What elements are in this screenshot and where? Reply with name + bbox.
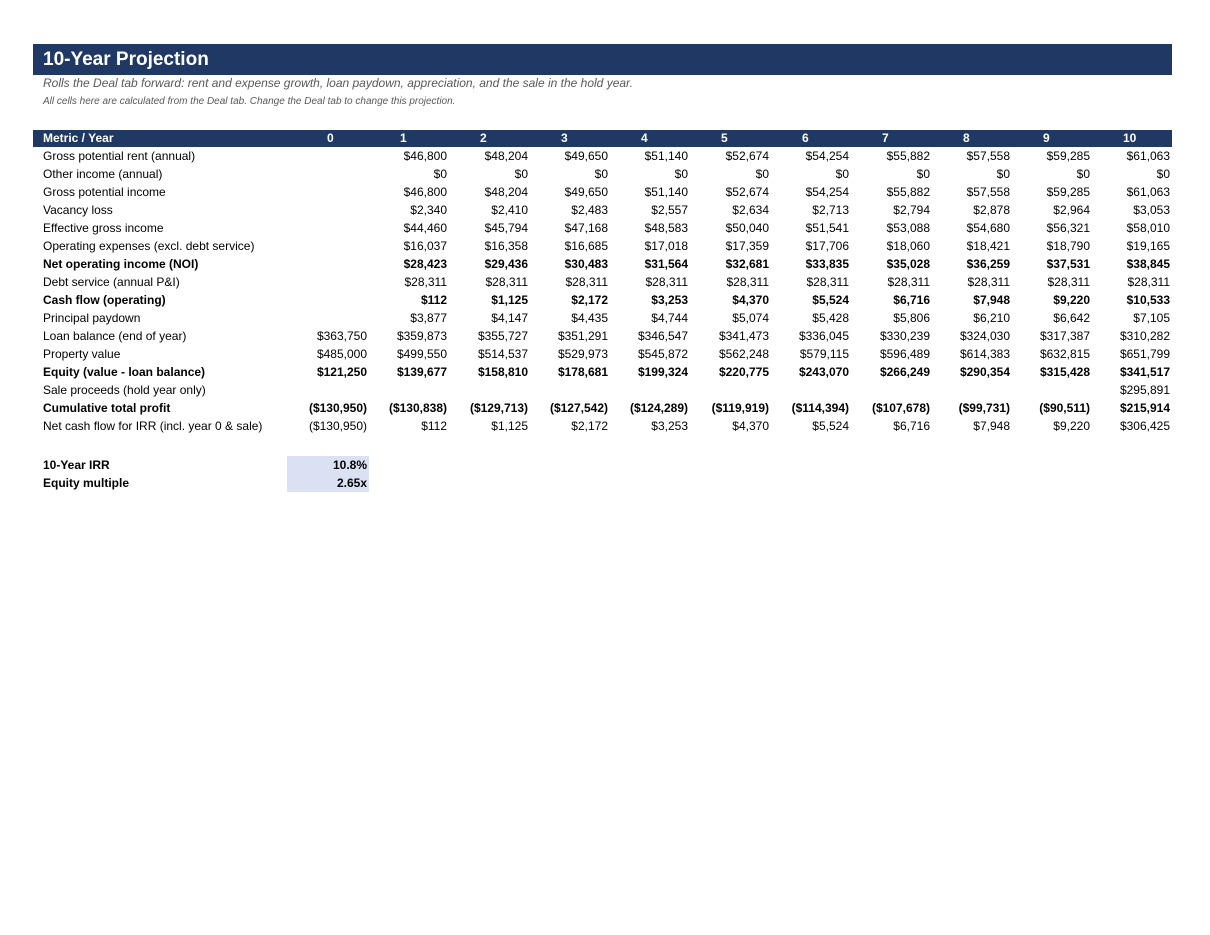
table-cell: $51,140	[644, 185, 688, 199]
table-cell: $0	[594, 167, 608, 181]
table-cell	[610, 381, 690, 399]
page-subtitle: Rolls the Deal tab forward: rent and expense growth, loan paydown, appreciation, and the sale in the hold year.	[43, 76, 633, 90]
table-cell: $3,253	[651, 293, 688, 307]
table-cell: $306,425	[1119, 419, 1170, 433]
table-cell: $121,250	[316, 365, 367, 379]
table-cell	[369, 381, 449, 399]
table-cell: ($130,838)	[388, 401, 447, 415]
row-label: Cash flow (operating)	[43, 293, 166, 307]
table-cell: $545,872	[637, 347, 688, 361]
table-cell: $158,810	[477, 365, 528, 379]
table-cell: $17,359	[725, 239, 769, 253]
summary-row	[33, 474, 369, 492]
table-header-row	[33, 130, 1172, 147]
table-cell: $17,018	[644, 239, 688, 253]
table-cell: $2,634	[732, 203, 769, 217]
table-cell: $310,282	[1119, 329, 1170, 343]
row-label: Gross potential rent (annual)	[43, 149, 196, 163]
table-cell: $2,713	[812, 203, 849, 217]
column-header-year: 8	[932, 130, 1012, 147]
table-cell: $28,311	[1127, 275, 1170, 289]
table-row	[33, 327, 1172, 345]
table-cell: $317,387	[1039, 329, 1090, 343]
table-cell: $46,800	[403, 185, 447, 199]
table-cell: $336,045	[798, 329, 849, 343]
table-cell: $2,172	[571, 293, 608, 307]
table-cell	[287, 273, 369, 291]
table-cell: ($114,394)	[791, 401, 849, 415]
table-cell: $7,948	[973, 293, 1010, 307]
row-label: Operating expenses (excl. debt service)	[43, 239, 255, 253]
table-cell	[287, 165, 369, 183]
row-label: Equity (value - loan balance)	[43, 365, 206, 379]
table-cell: $28,311	[645, 275, 688, 289]
table-cell: $0	[674, 167, 688, 181]
table-cell: $57,558	[966, 185, 1010, 199]
table-cell: $30,483	[564, 257, 608, 271]
page-note: All cells here are calculated from the Deal tab. Change the Deal tab to change this projection.	[43, 96, 456, 107]
table-cell: $52,674	[725, 185, 769, 199]
table-cell: $51,541	[805, 221, 849, 235]
table-cell: $529,973	[557, 347, 608, 361]
table-row	[33, 345, 1172, 363]
table-cell: $49,650	[564, 149, 608, 163]
table-cell: $2,878	[973, 203, 1010, 217]
table-cell: $2,483	[571, 203, 608, 217]
table-cell: ($127,542)	[549, 401, 608, 415]
table-cell: $315,428	[1039, 365, 1090, 379]
table-cell: $55,882	[886, 185, 930, 199]
table-cell: $49,650	[564, 185, 608, 199]
table-cell: $4,147	[491, 311, 528, 325]
table-row	[33, 237, 1172, 255]
table-cell: $48,583	[644, 221, 688, 235]
table-row	[33, 255, 1172, 273]
table-cell: $632,815	[1039, 347, 1090, 361]
table-cell: $28,311	[967, 275, 1010, 289]
table-cell	[449, 381, 530, 399]
table-cell: $0	[916, 167, 930, 181]
table-cell: $651,799	[1119, 347, 1170, 361]
table-cell: $6,210	[973, 311, 1010, 325]
column-header-metric: Metric / Year	[33, 130, 287, 147]
table-cell: $596,489	[879, 347, 930, 361]
table-cell: $0	[755, 167, 769, 181]
table-cell: $614,383	[959, 347, 1010, 361]
table-row	[33, 309, 1172, 327]
table-cell: $3,053	[1133, 203, 1170, 217]
table-cell: $61,063	[1126, 185, 1170, 199]
table-cell: $9,220	[1053, 293, 1090, 307]
table-cell: $499,550	[396, 347, 447, 361]
table-cell: $178,681	[557, 365, 608, 379]
table-cell	[690, 381, 771, 399]
summary-table	[33, 456, 369, 492]
table-cell: $514,537	[477, 347, 528, 361]
table-cell: $1,125	[491, 293, 528, 307]
table-cell	[287, 381, 369, 399]
table-row	[33, 183, 1172, 201]
table-cell	[851, 381, 932, 399]
table-cell: $45,794	[484, 221, 528, 235]
table-cell: $0	[835, 167, 849, 181]
table-cell	[287, 255, 369, 273]
row-label: Net operating income (NOI)	[43, 257, 199, 271]
table-cell: ($119,919)	[711, 401, 769, 415]
table-cell: $28,311	[726, 275, 769, 289]
row-label: Property value	[43, 347, 121, 361]
table-cell: $139,677	[396, 365, 447, 379]
table-cell: $59,285	[1046, 185, 1090, 199]
table-cell: $220,775	[718, 365, 769, 379]
table-cell: $341,517	[1119, 365, 1170, 379]
table-cell: $6,716	[893, 419, 930, 433]
row-label: Net cash flow for IRR (incl. year 0 & sale)	[43, 419, 263, 433]
table-cell: $4,370	[732, 419, 769, 433]
projection-table	[33, 130, 1172, 435]
table-cell: $2,794	[893, 203, 930, 217]
table-cell: $57,558	[966, 149, 1010, 163]
table-cell: $330,239	[879, 329, 930, 343]
row-label: Cumulative total profit	[43, 401, 171, 415]
table-cell: $48,204	[484, 185, 528, 199]
table-cell: $46,800	[403, 149, 447, 163]
table-row	[33, 363, 1172, 381]
table-row	[33, 165, 1172, 183]
column-header-year: 7	[851, 130, 932, 147]
table-cell: $9,220	[1053, 419, 1090, 433]
summary-value: 2.65x	[287, 474, 369, 492]
table-cell: $16,685	[564, 239, 608, 253]
table-cell: $346,547	[637, 329, 688, 343]
table-row	[33, 399, 1172, 417]
table-cell: $2,340	[410, 203, 447, 217]
table-cell: $3,877	[410, 311, 447, 325]
row-label: Debt service (annual P&I)	[43, 275, 180, 289]
column-header-year: 5	[690, 130, 771, 147]
summary-value: 10.8%	[287, 456, 369, 474]
column-header-year: 2	[449, 130, 530, 147]
column-header-year: 3	[530, 130, 610, 147]
column-header-year: 6	[771, 130, 851, 147]
table-row	[33, 291, 1172, 309]
table-cell: $18,060	[886, 239, 930, 253]
table-cell: $38,845	[1126, 257, 1170, 271]
table-cell: $4,435	[571, 311, 608, 325]
table-cell: $355,727	[477, 329, 528, 343]
table-cell: $54,254	[805, 149, 849, 163]
table-cell: $199,324	[637, 365, 688, 379]
table-cell: $35,028	[886, 257, 930, 271]
table-cell: $290,354	[959, 365, 1010, 379]
table-cell: $55,882	[886, 149, 930, 163]
page-title: 10-Year Projection	[33, 44, 1172, 75]
table-cell: $53,088	[886, 221, 930, 235]
table-cell: $359,873	[396, 329, 447, 343]
table-row	[33, 417, 1172, 435]
summary-label: Equity multiple	[43, 476, 130, 490]
table-cell: $56,321	[1046, 221, 1090, 235]
table-cell: $112	[420, 293, 447, 307]
table-cell: $6,716	[893, 293, 930, 307]
table-cell	[1012, 381, 1092, 399]
table-cell: $0	[1156, 167, 1170, 181]
summary-label: 10-Year IRR	[43, 458, 110, 472]
table-cell: $36,259	[966, 257, 1010, 271]
table-cell: $5,074	[732, 311, 769, 325]
table-cell: $18,421	[966, 239, 1010, 253]
row-label: Loan balance (end of year)	[43, 329, 187, 343]
column-header-year: 4	[610, 130, 690, 147]
table-cell: $16,358	[484, 239, 528, 253]
row-label: Effective gross income	[43, 221, 164, 235]
table-cell: $28,311	[1047, 275, 1090, 289]
row-label: Gross potential income	[43, 185, 166, 199]
table-cell: ($107,678)	[871, 401, 930, 415]
table-cell: $7,105	[1133, 311, 1170, 325]
table-cell: $363,750	[316, 329, 367, 343]
table-cell	[287, 183, 369, 201]
table-row	[33, 147, 1172, 165]
table-cell: $18,790	[1046, 239, 1090, 253]
table-cell: $266,249	[879, 365, 930, 379]
table-row	[33, 201, 1172, 219]
table-cell: $29,436	[484, 257, 528, 271]
table-cell: $28,311	[806, 275, 849, 289]
table-cell: $351,291	[557, 329, 608, 343]
table-cell: ($129,713)	[469, 401, 528, 415]
table-cell: $295,891	[1119, 383, 1170, 397]
table-cell: $0	[996, 167, 1010, 181]
table-cell: $5,524	[812, 293, 849, 307]
table-cell: $50,040	[725, 221, 769, 235]
column-header-year: 0	[287, 130, 369, 147]
table-cell: $37,531	[1046, 257, 1090, 271]
row-label: Vacancy loss	[43, 203, 113, 217]
table-cell: $52,674	[725, 149, 769, 163]
table-cell	[287, 291, 369, 309]
table-cell: $28,311	[485, 275, 528, 289]
table-row	[33, 381, 1172, 399]
column-header-year: 9	[1012, 130, 1092, 147]
table-cell: $17,706	[805, 239, 849, 253]
table-cell	[287, 237, 369, 255]
table-cell: $3,253	[651, 419, 688, 433]
table-cell: $215,914	[1119, 401, 1170, 415]
table-cell: $31,564	[644, 257, 688, 271]
table-cell: $28,311	[887, 275, 930, 289]
table-cell: $54,680	[966, 221, 1010, 235]
table-cell	[287, 309, 369, 327]
table-cell: $32,681	[725, 257, 769, 271]
table-cell: $5,524	[812, 419, 849, 433]
table-cell: ($130,950)	[308, 401, 367, 415]
table-cell: $51,140	[644, 149, 688, 163]
table-cell: ($124,289)	[629, 401, 688, 415]
table-cell: $324,030	[959, 329, 1010, 343]
table-cell: $5,428	[812, 311, 849, 325]
table-cell	[287, 147, 369, 165]
table-cell: $5,806	[893, 311, 930, 325]
table-cell: $2,410	[491, 203, 528, 217]
row-label: Sale proceeds (hold year only)	[43, 383, 206, 397]
table-cell: $44,460	[403, 221, 447, 235]
table-cell: $2,964	[1053, 203, 1090, 217]
row-label: Other income (annual)	[43, 167, 163, 181]
table-cell: $112	[421, 419, 447, 433]
table-cell: ($90,511)	[1039, 401, 1090, 415]
table-cell: $243,070	[798, 365, 849, 379]
table-cell: $4,370	[732, 293, 769, 307]
table-cell: $47,168	[564, 221, 608, 235]
table-cell: $54,254	[805, 185, 849, 199]
table-cell	[287, 201, 369, 219]
table-cell: $0	[514, 167, 528, 181]
table-cell	[771, 381, 851, 399]
column-header-year: 10	[1092, 130, 1172, 147]
table-cell: $341,473	[718, 329, 769, 343]
table-row	[33, 219, 1172, 237]
table-cell: $33,835	[805, 257, 849, 271]
table-cell: $28,423	[403, 257, 447, 271]
table-cell: $61,063	[1126, 149, 1170, 163]
table-cell	[932, 381, 1012, 399]
row-label: Principal paydown	[43, 311, 141, 325]
summary-row	[33, 456, 369, 474]
table-cell: $48,204	[484, 149, 528, 163]
table-cell: $28,311	[404, 275, 447, 289]
table-cell: $4,744	[651, 311, 688, 325]
table-cell	[287, 219, 369, 237]
table-cell: $6,642	[1053, 311, 1090, 325]
table-cell: $19,165	[1126, 239, 1170, 253]
table-cell: $579,115	[799, 347, 849, 361]
table-cell: ($130,950)	[308, 419, 367, 433]
table-cell: $7,948	[973, 419, 1010, 433]
table-cell: $562,248	[718, 347, 769, 361]
table-cell: $58,010	[1126, 221, 1170, 235]
table-cell: $2,557	[651, 203, 688, 217]
table-cell: $59,285	[1046, 149, 1090, 163]
table-cell	[530, 381, 610, 399]
table-cell: $28,311	[565, 275, 608, 289]
table-cell: $0	[1076, 167, 1090, 181]
table-cell: ($99,731)	[958, 401, 1010, 415]
table-cell: $485,000	[316, 347, 367, 361]
table-cell: $0	[433, 167, 447, 181]
column-header-year: 1	[369, 130, 449, 147]
table-row	[33, 273, 1172, 291]
table-cell: $1,125	[491, 419, 528, 433]
table-cell: $16,037	[403, 239, 447, 253]
table-cell: $10,533	[1126, 293, 1170, 307]
table-cell: $2,172	[571, 419, 608, 433]
